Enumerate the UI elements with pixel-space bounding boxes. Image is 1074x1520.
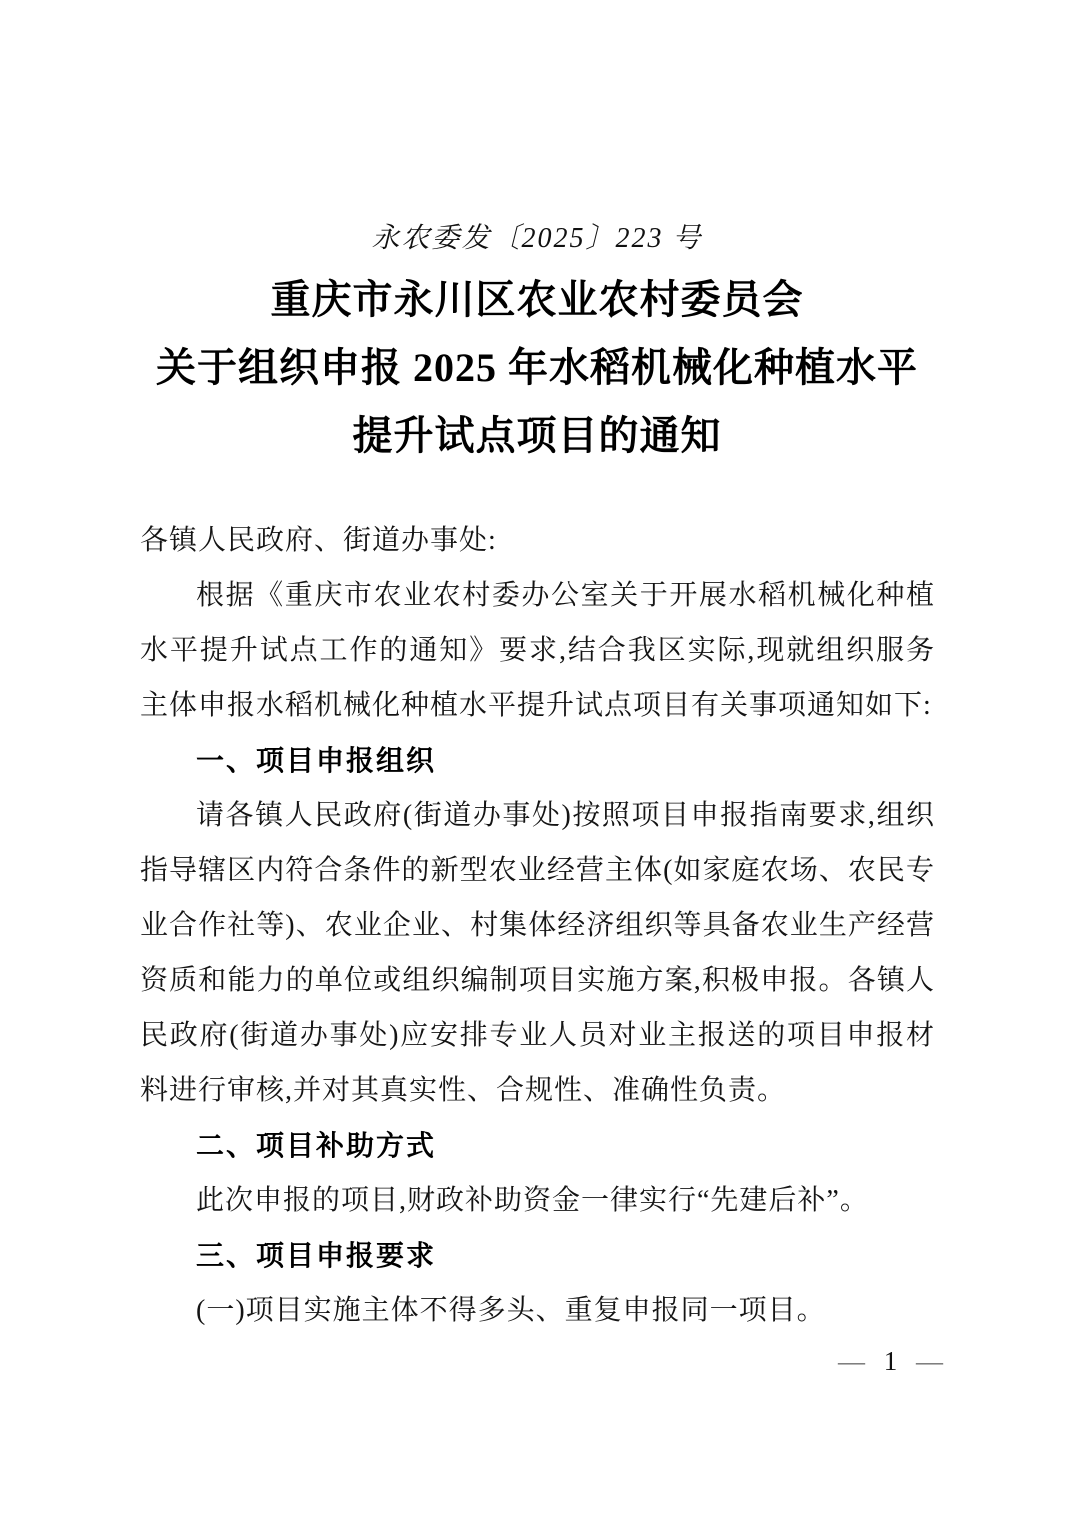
document-body <box>140 513 935 1338</box>
section-1-heading: 一、项目申报组织 <box>196 745 437 776</box>
page-number-dash-left: — <box>838 1346 866 1376</box>
page-number-value: 1 <box>883 1346 899 1376</box>
page-number-dash-right: — <box>916 1346 944 1376</box>
intro-paragraph: 根据《重庆市农业农村委办公室关于开展水稻机械化种植水平提升试点工作的通知》要求,结合我区实际,现就组织服务主体申报水稻机械化种植水平提升试点项目有关事项通知如下: <box>140 580 935 721</box>
section-2-heading: 二、项目补助方式 <box>196 1130 437 1161</box>
section-2-paragraph: 此次申报的项目,财政补助资金一律实行“先建后补”。 <box>196 1185 869 1216</box>
section-3-paragraph: (一)项目实施主体不得多头、重复申报同一项目。 <box>196 1295 826 1326</box>
salutation: 各镇人民政府、街道办事处: <box>140 525 497 556</box>
page-number <box>838 1342 944 1380</box>
section-1-paragraph: 请各镇人民政府(街道办事处)按照项目申报指南要求,组织指导辖区内符合条件的新型农业经营主体(如家庭农场、农民专业合作社等)、农业企业、村集体经济组织等具备农业生产经营资质和能力的单位或组织编制项目实施方案,积极申报。各镇人民政府(街道办事处)应安排专业人员对业主报送的项目申报材料进行审核,并对其真实性、合规性、准确性负责。 <box>140 800 935 1106</box>
document-number: 永农委发〔2025〕223 号 <box>371 223 703 254</box>
section-3-heading: 三、项目申报要求 <box>196 1240 437 1271</box>
document-title <box>0 266 1074 470</box>
title-line-3: 提升试点项目的通知 <box>352 413 722 458</box>
title-line-1: 重庆市永川区农业农村委员会 <box>270 277 804 322</box>
title-line-2: 关于组织申报 2025 年水稻机械化种植水平 <box>156 345 918 390</box>
